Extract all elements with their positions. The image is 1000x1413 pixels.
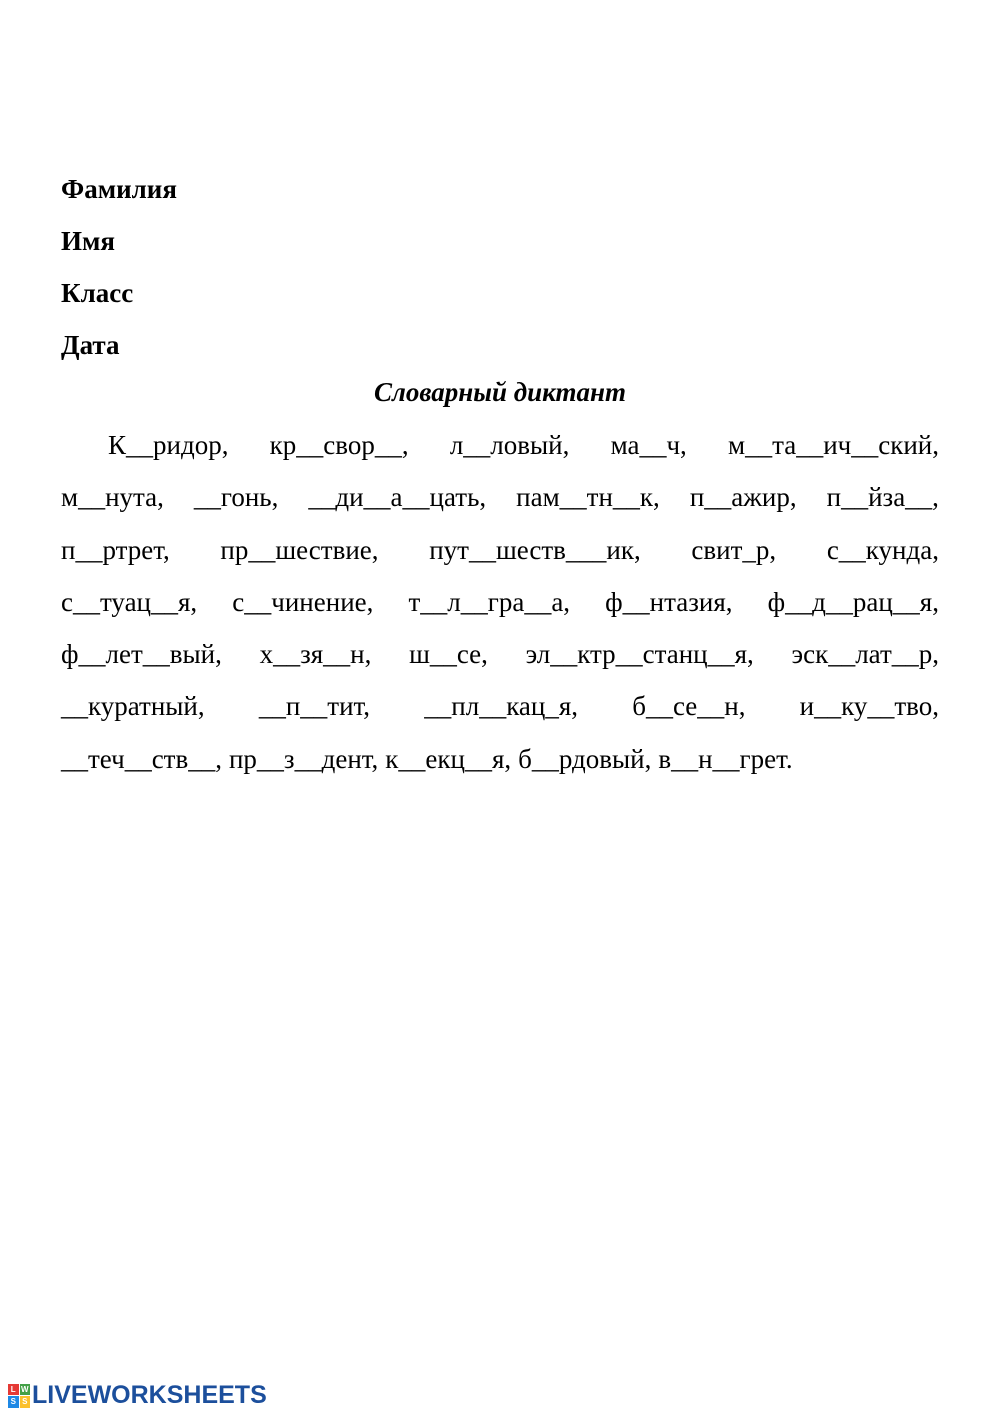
exercise-word: ф__лет__вый,: [61, 639, 222, 670]
exercise-word: свит_р,: [691, 534, 777, 565]
exercise-word: к__екц__я,: [385, 743, 512, 774]
exercise-word: с__чинение,: [232, 586, 374, 617]
exercise-word: К__ридор,: [108, 430, 229, 460]
exercise-word: кр__свор__,: [269, 430, 409, 460]
liveworksheets-logo: [8, 1381, 267, 1410]
exercise-line: [61, 582, 939, 634]
exercise-word: б__рдовый,: [518, 743, 652, 774]
class-label: Класс: [61, 278, 134, 308]
logo-icon-tile: W: [20, 1384, 29, 1394]
exercise-line: [61, 477, 939, 529]
dictation-exercise: [61, 425, 939, 791]
exercise-line: [61, 530, 939, 582]
exercise-word: м__та__ич__ский,: [728, 430, 939, 460]
exercise-line: [61, 686, 939, 738]
exercise-line: [61, 425, 939, 477]
exercise-word: м__нута,: [61, 482, 164, 513]
exercise-word: п__ртрет,: [61, 534, 170, 565]
exercise-word: ш__се,: [409, 639, 488, 670]
logo-icon-tile: S: [8, 1396, 19, 1408]
exercise-word: эл__ктр__станц__я,: [525, 639, 754, 670]
exercise-word: б__се__н,: [632, 691, 746, 722]
worksheet-title: Словарный диктант: [374, 377, 626, 407]
logo-icon-tile: L: [8, 1384, 19, 1396]
exercise-word: в__н__грет.: [658, 743, 793, 774]
name-label: Имя: [61, 226, 115, 256]
exercise-word: __пл__кац_я,: [424, 691, 578, 722]
exercise-word: пам__тн__к,: [516, 482, 660, 513]
exercise-word: с__туац__я,: [61, 586, 198, 617]
liveworksheets-logo-icon: [8, 1384, 30, 1408]
exercise-line: [61, 634, 939, 686]
exercise-word: ф__нтазия,: [605, 586, 733, 617]
liveworksheets-logo-text: LIVEWORKSHEETS: [32, 1381, 267, 1409]
exercise-word: ма__ч,: [610, 430, 687, 460]
exercise-word: л__ловый,: [449, 430, 570, 460]
exercise-word: __п__тит,: [258, 691, 371, 722]
exercise-word: т__л__гра__а,: [408, 586, 571, 617]
exercise-word: х__зя__н,: [259, 639, 372, 670]
exercise-word: и__ку__тво,: [799, 691, 939, 722]
date-label: Дата: [61, 330, 120, 360]
surname-label: Фамилия: [61, 174, 177, 204]
exercise-word: пр__з__дент,: [228, 743, 379, 774]
logo-icon-tile: S: [20, 1396, 31, 1408]
exercise-word: эск__лат__р,: [791, 639, 939, 670]
exercise-word: __ди__а__цать,: [308, 482, 487, 513]
student-info-block: [61, 163, 177, 371]
exercise-word: п__йза__,: [826, 482, 939, 513]
exercise-word: ф__д__рац__я,: [767, 586, 939, 617]
exercise-word: п__ажир,: [689, 482, 797, 513]
exercise-word: __куратный,: [61, 691, 205, 722]
exercise-line: [61, 739, 939, 791]
exercise-word: __гонь,: [193, 482, 279, 513]
exercise-word: пр__шествие,: [220, 534, 379, 565]
exercise-word: с__кунда,: [826, 534, 939, 565]
exercise-word: __теч__ств__,: [61, 743, 222, 774]
exercise-word: пут__шеств___ик,: [429, 534, 641, 565]
